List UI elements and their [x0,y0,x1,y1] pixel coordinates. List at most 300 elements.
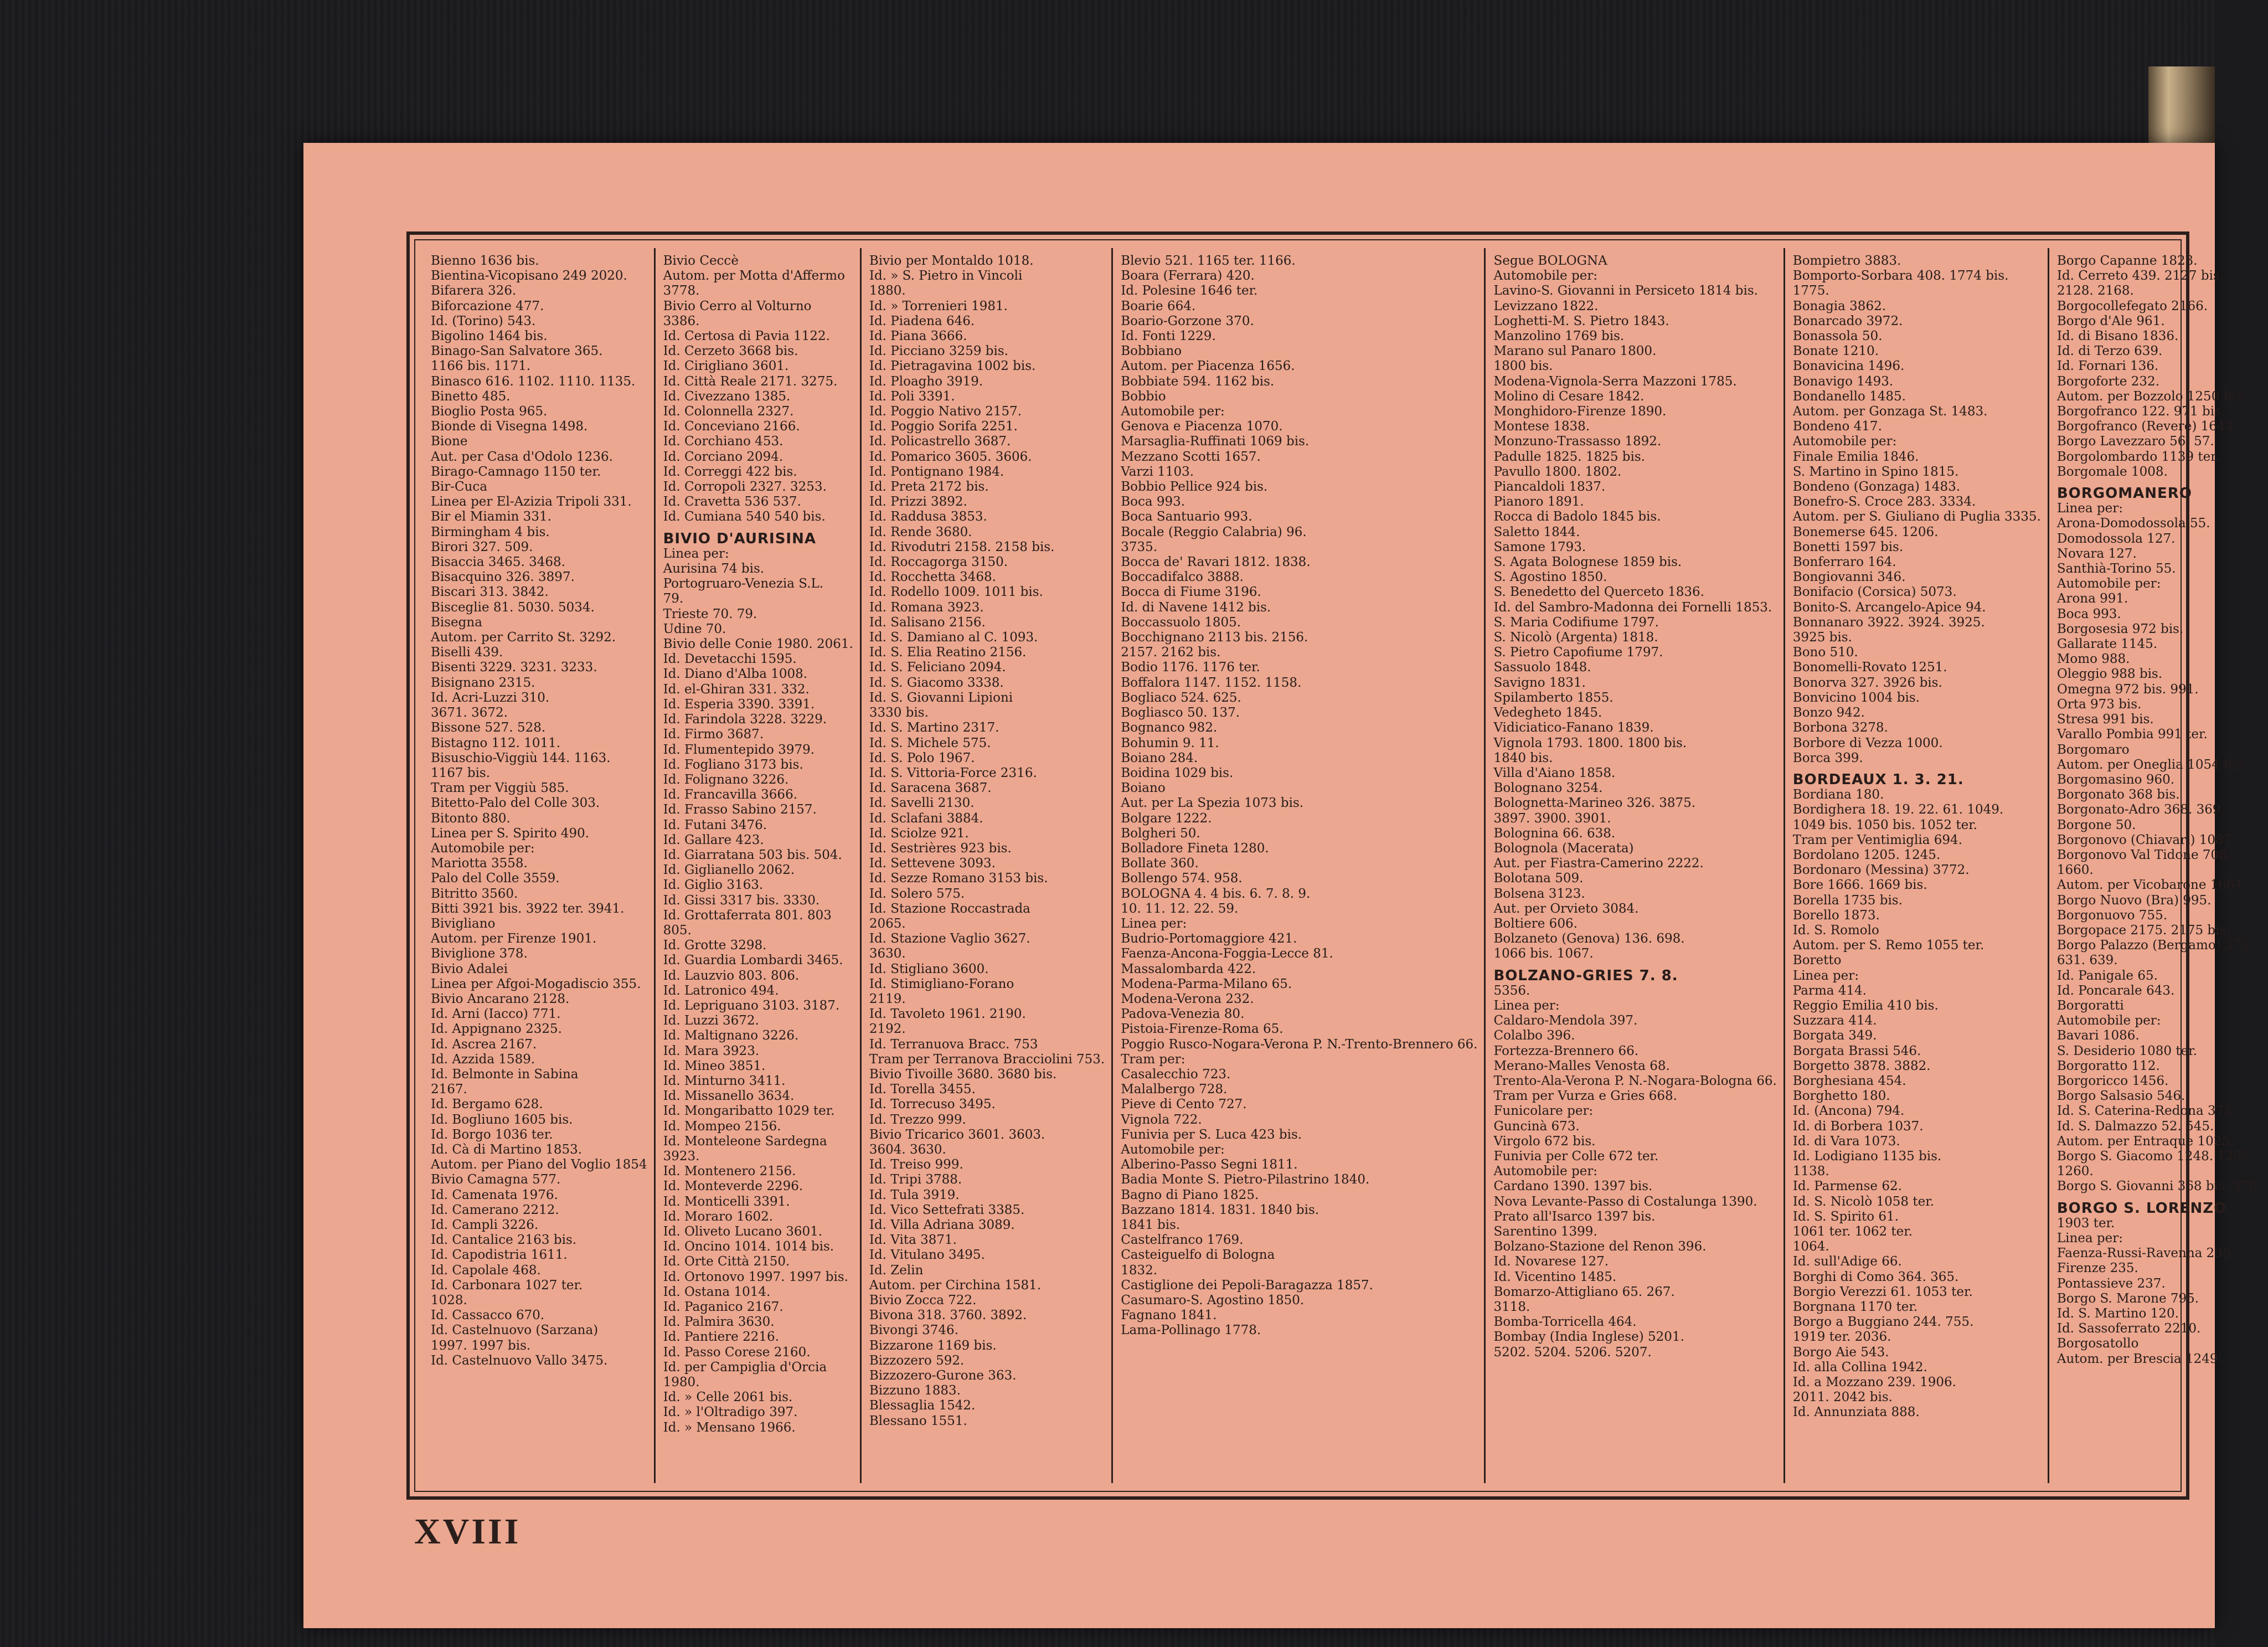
index-entry: Id. Capodistria 1611. [431,1248,568,1263]
index-entry: Id. S. Giovanni Lipioni [869,690,1013,705]
index-entry: Id. Parmense 62. [1792,1179,1902,1194]
index-entry: Bombay (India Inglese) 5201. [1493,1330,1684,1345]
index-entry: Id. » Mensano 1966. [663,1420,796,1435]
index-entry: Bivio per Montaldo 1018. [869,254,1034,268]
index-entry: Id. » Celle 2061 bis. [663,1390,793,1405]
index-entry: Id. Ostana 1014. [663,1284,771,1299]
section-heading: BOLZANO-GRIES 7. 8. [1493,967,1678,984]
index-entry: Id. di Terzo 639. [2056,344,2163,359]
index-entry: Boiano [1121,781,1166,796]
index-entry: Id. Ortonovo 1997. 1997 bis. [663,1269,848,1284]
index-entry: 1028. [431,1293,467,1308]
index-entry: Bomba-Torricella 464. [1493,1315,1637,1330]
index-entry: 2128. 2168. [2056,284,2134,298]
index-entry: Id. Poncarale 643. [2056,983,2175,998]
index-entry: Boccadifalco 3888. [1121,570,1244,585]
index-entry: 1049 bis. 1050 bis. 1052 ter. [1792,817,1977,832]
index-entry: 3671. 3672. [431,706,508,720]
index-entry: S. Desiderio 1080 ter. [2056,1043,2197,1058]
index-entry: Bivio Adalei [431,961,508,976]
index-entry: Borgetto 3878. 3882. [1792,1058,1931,1073]
index-entry: Id. Pietragavina 1002 bis. [869,359,1036,374]
index-entry: Automobile per: [1493,1164,1598,1179]
index-entry: Bollate 360. [1121,856,1199,871]
index-entry: Modena-Parma-Milano 65. [1121,976,1292,991]
index-entry: Bocca di Fiume 3196. [1121,585,1261,600]
index-entry: Poggio Rusco-Nogara-Verona P. N.-Trento-Brennero 66. [1121,1037,1478,1052]
index-entry: Id. Gallare 423. [663,832,764,847]
index-entry: Id. Bogliuno 1605 bis. [431,1112,573,1127]
index-entry: Id. Paganico 2167. [663,1300,784,1315]
index-entry: Id. Carbonara 1027 ter. [431,1278,583,1293]
index-entry: Id. S. Caterina-Redona 373. [2056,1104,2236,1119]
index-entry: Malalbergo 728. [1121,1082,1228,1097]
index-entry: Bisuschio-Viggiù 144. 1163. [431,750,611,765]
index-entry: Id. di Navene 1412 bis. [1121,600,1271,615]
index-entry: Omegna 972 bis. 991. [2056,682,2199,697]
index-entry: Linea per: [2056,1231,2123,1245]
index-entry: Id. Lauzvio 803. 806. [663,968,800,983]
index-entry: Piancaldoli 1837. [1493,480,1606,495]
index-entry: Id. Poli 3391. [869,389,955,404]
index-entry: Id. Settevene 3093. [869,856,996,871]
index-entry: Biforcazione 477. [431,298,544,313]
index-entry: Birago-Camnago 1150 ter. [431,464,601,479]
index-entry: Automobile per: [2056,577,2161,591]
index-entry: Blessano 1551. [869,1413,967,1428]
index-entry: Guncinà 673. [1493,1119,1580,1134]
index-column-5 [1486,248,1785,1483]
index-entry: Id. Pomarico 3605. 3606. [869,449,1032,464]
index-entry: Marano sul Panaro 1800. [1493,344,1657,359]
index-entry: Faenza-Russi-Ravenna 235. [2056,1246,2235,1261]
index-entry: Linea per: [1493,998,1560,1013]
index-entry: BOLOGNA 4. 4 bis. 6. 7. 8. 9. [1121,886,1311,901]
index-entry: Id. alla Collina 1942. [1792,1360,1927,1375]
index-entry: Id. Moraro 1602. [663,1209,774,1224]
index-entry: Linea per Afgoi-Mogadiscio 355. [431,976,641,991]
index-entry: Id. di Vara 1073. [1792,1134,1900,1149]
index-entry: Bolognola (Macerata) [1493,841,1634,856]
index-entry: Vignola 1793. 1800. 1800 bis. [1493,735,1687,750]
index-entry: Id. Rivodutri 2158. 2158 bis. [869,539,1055,554]
index-entry: Bonemerse 645. 1206. [1792,524,1939,539]
index-entry: Id. Cà di Martino 1853. [431,1142,583,1157]
index-entry: Aut. per Orvieto 3084. [1493,901,1639,916]
index-entry: Id. Roccagorga 3150. [869,555,1008,570]
index-entry: Id. Prizzi 3892. [869,495,967,509]
index-entry: Trento-Ala-Verona P. N.-Nogara-Bologna 66. [1493,1073,1777,1088]
index-entry: Autom. per Circhina 1581. [869,1278,1042,1293]
index-entry: Gallarate 1145. [2056,637,2158,652]
index-entry: Id. » Torrenieri 1981. [869,298,1008,313]
index-entry: Autom. per Oneglia 1054 bis. [2056,757,2247,772]
index-entry: Id. S. Martino 2317. [869,720,999,735]
index-entry: Orta 973 bis. [2056,697,2142,712]
index-entry: Aut. per La Spezia 1073 bis. [1121,796,1304,811]
index-entry: 2011. 2042 bis. [1792,1390,1893,1405]
index-entry: S. Nicolò (Argenta) 1818. [1493,630,1658,645]
index-entry: Id. Solero 575. [869,886,965,901]
index-entry: Id. per Campiglia d'Orcia [663,1360,827,1375]
index-entry: Bobbio [1121,389,1166,404]
page-number: XVIII [414,1511,521,1552]
index-entry: Id. S. Dalmazzo 52. 545. [2056,1119,2214,1134]
index-entry: Autom. per S. Giuliano di Puglia 3335. [1792,509,2041,524]
index-entry: Id. » S. Pietro in Vincoli [869,269,1023,284]
index-entry: 1880. [869,284,906,298]
index-entry: 3386. [663,313,700,328]
index-entry: Id. Vita 3871. [869,1233,957,1248]
index-entry: Id. Pontignano 1984. [869,464,1004,479]
index-entry: Id. Stigliano 3600. [869,961,989,976]
index-entry: Id. Luzzi 3672. [663,1013,759,1028]
index-entry: Id. Monteverde 2296. [663,1179,803,1194]
index-entry: Bocale (Reggio Calabria) 96. [1121,524,1307,539]
index-entry: 1064. [1792,1239,1829,1254]
index-entry: Id. Oncino 1014. 1014 bis. [663,1239,834,1254]
index-entry: Bono 510. [1792,645,1858,660]
index-entry: Bonetti 1597 bis. [1792,539,1904,554]
index-entry: Funivia per S. Luca 423 bis. [1121,1127,1302,1142]
index-entry: Id. Treiso 999. [869,1157,963,1172]
index-entry: Vignola 722. [1121,1112,1202,1127]
index-entry: Pavullo 1800. 1802. [1493,464,1622,479]
index-entry: Borgomale 1008. [2056,464,2168,479]
index-entry: Id. Esperia 3390. 3391. [663,697,815,712]
index-entry: Bivona 318. 3760. 3892. [869,1308,1027,1323]
index-entry: Id. Grottaferrata 801. 803 [663,908,832,923]
index-entry: Id. Corchiano 453. [663,434,784,449]
index-entry: Linea per: [1792,968,1859,983]
index-entry: S. Maria Codifiume 1797. [1493,615,1659,630]
index-entry: Id. (Torino) 543. [431,313,536,328]
index-entry: Bioglio Posta 965. [431,404,548,419]
index-entry: Id. Grotte 3298. [663,938,767,953]
index-entry: Id. S. Romolo [1792,923,1879,938]
index-entry: Bompietro 3883. [1792,254,1901,268]
index-entry: Alberino-Passo Segni 1811. [1121,1157,1298,1172]
index-entry: Reggio Emilia 410 bis. [1792,998,1939,1013]
index-entry: Id. Corciano 2094. [663,449,784,464]
index-entry: Bolsena 3123. [1493,886,1585,901]
index-entry: 79. [663,591,684,606]
index-entry: Prato all'Isarco 1397 bis. [1493,1209,1656,1224]
index-entry: Id. Giarratana 503 bis. 504. [663,847,842,862]
index-entry: Id. Campli 3226. [431,1218,539,1232]
index-entry: Boarie 664. [1121,298,1196,313]
index-entry: Autom. per Vicobarone 1664. [2056,878,2247,893]
index-entry: 2192. [869,1022,906,1037]
index-entry: 1066 bis. 1067. [1493,946,1594,961]
index-entry: 631. 639. [2056,953,2118,968]
index-entry: 2157. 2162 bis. [1121,645,1221,660]
index-entry: Id. Fornari 136. [2056,359,2159,374]
index-entry: Id. Romana 3923. [869,600,984,615]
index-entry: Bolotana 509. [1493,871,1584,886]
index-entry: Id. Villa Adriana 3089. [869,1218,1015,1232]
index-entry: Bobbiano [1121,344,1182,359]
index-entry: Samone 1793. [1493,539,1586,554]
index-entry: Borgocollefegato 2166. [2056,298,2208,313]
index-entry: Bonorva 327. 3926 bis. [1792,675,1942,690]
index-entry: Id. S. Elia Reatino 2156. [869,645,1027,660]
index-entry: Id. Poggio Nativo 2157. [869,404,1022,419]
index-entry: Borgo Capanne 1823. [2056,254,2198,268]
index-entry: Momo 988. [2056,652,2130,667]
index-entry: Borgoratto 112. [2056,1058,2160,1073]
index-entry: Suzzara 414. [1792,1013,1877,1028]
index-entry: Id. sull'Adige 66. [1792,1254,1902,1269]
index-entry: Id. Colonnella 2327. [663,404,794,419]
index-entry: 805. [663,923,692,938]
index-entry: Lavino-S. Giovanni in Persiceto 1814 bis. [1493,284,1758,298]
index-entry: Borgo S. Giacomo 1248. 1255. [2056,1149,2254,1164]
index-entry: 1980. [663,1375,700,1390]
index-entry: Tram per: [1121,1052,1185,1067]
index-entry: Autom. per Bozzolo 1250 bis. [2056,389,2246,404]
index-entry: Id. Sassoferrato 2210. [2056,1321,2201,1336]
index-entry: Biselli 439. [431,645,503,660]
index-entry: Bomarzo-Attigliano 65. 267. [1493,1284,1675,1299]
index-entry: Id. Lodigiano 1135 bis. [1792,1149,1942,1164]
index-entry: 1840 bis. [1493,750,1553,765]
index-entry: Badia Monte S. Pietro-Pilastrino 1840. [1121,1172,1370,1187]
index-entry: Id. S. Polo 1967. [869,750,975,765]
index-entry: Id. Arni (Iacco) 771. [431,1007,561,1022]
index-entry: Id. Tula 3919. [869,1187,960,1202]
index-entry: Finale Emilia 1846. [1792,449,1919,464]
index-entry: Oleggio 988 bis. [2056,667,2163,682]
index-entry: Bonzo 942. [1792,706,1865,720]
index-entry: Pontassieve 237. [2056,1276,2166,1291]
index-entry: Id. Novarese 127. [1493,1254,1609,1269]
index-entry: Bonnanaro 3922. 3924. 3925. [1792,615,1985,630]
index-entry: Id. Stazione Roccastrada [869,901,1030,916]
index-entry: Id. Corropoli 2327. 3253. [663,480,827,495]
index-entry: 1919 ter. 2036. [1792,1330,1891,1345]
index-entry: Id. Firmo 3687. [663,727,764,742]
index-entry: Bifarera 326. [431,284,517,298]
index-entry: Nova Levante-Passo di Costalunga 1390. [1493,1194,1757,1209]
index-entry: Id. Cerzeto 3668 bis. [663,344,798,359]
index-entry: Bolgheri 50. [1121,826,1200,841]
index-entry: Id. Sezze Romano 3153 bis. [869,871,1048,886]
index-entry: S. Benedetto del Querceto 1836. [1493,585,1704,600]
index-entry: Bonavicina 1496. [1792,359,1905,374]
index-entry: Bolzano-Stazione del Renon 396. [1493,1239,1707,1254]
index-entry: Id. el-Ghiran 331. 332. [663,682,810,697]
index-entry: Bolognano 3254. [1493,781,1603,796]
index-entry: Id. Conceviano 2166. [663,419,800,434]
index-entry: Funivia per Colle 672 ter. [1493,1149,1659,1164]
index-entry: Aurisina 74 bis. [663,562,765,577]
section-heading: BIVIO D'AURISINA [663,530,816,547]
index-entry: Id. Certosa di Pavia 1122. [663,329,830,344]
index-entry: Id. Correggi 422 bis. [663,464,797,479]
index-entry: Borgo Palazzo (Bergamo) 373. [2056,938,2254,953]
index-entry: Genova e Piacenza 1070. [1121,419,1283,434]
index-entry: Id. S. Giacomo 3338. [869,675,1004,690]
index-entry: Tram per Terranova Bracciolini 753. [869,1052,1105,1067]
index-entry: Borgonato-Adro 368. 369. [2056,802,2225,817]
index-entry: Id. Fogliano 3173 bis. [663,757,803,772]
index-entry: Bir el Miamin 331. [431,509,551,524]
index-entry: Mariotta 3558. [431,856,528,871]
index-entry: Bione [431,434,468,449]
index-entry: Borgonato 368 bis. [2056,788,2180,802]
index-entry: Boca Santuario 993. [1121,509,1252,524]
index-entry: S. Agostino 1850. [1493,570,1607,585]
index-entry: Bonvicino 1004 bis. [1792,690,1920,705]
index-entry: Bivio Camagna 577. [431,1172,561,1187]
index-entry: Bonferraro 164. [1792,555,1896,570]
index-entry: Pistoia-Firenze-Roma 65. [1121,1022,1284,1037]
index-entry: Borgo d'Ale 961. [2056,313,2165,328]
index-entry: Id. Cantalice 2163 bis. [431,1233,577,1248]
index-column-7 [2049,248,2268,1483]
index-frame-inner [414,239,2261,1492]
index-entry: Id. Farindola 3228. 3229. [663,712,827,727]
index-entry: Boretto [1792,953,1842,968]
index-entry: Modena-Verona 232. [1121,991,1254,1006]
index-entry: Id. Azzida 1589. [431,1052,535,1067]
index-entry: Varzi 1103. [1121,464,1194,479]
index-entry: Id. Terranuova Bracc. 753 [869,1037,1038,1052]
index-column-3 [862,248,1113,1483]
index-entry: Id. Panigale 65. [2056,968,2158,983]
index-entry: Borgo Lavezzaro 56. 57. [2056,434,2214,449]
index-entry: Linea per S. Spirito 490. [431,826,590,841]
index-entry: Bodio 1176. 1176 ter. [1121,660,1260,675]
index-entry: Borgoricco 1456. [2056,1073,2169,1088]
index-entry: Castelfranco 1769. [1121,1233,1244,1248]
index-entry: Automobile per: [431,841,535,856]
index-entry: Bonavigo 1493. [1792,374,1894,389]
index-entry: Firenze 235. [2056,1261,2138,1276]
index-entry: Vedegheto 1845. [1493,706,1602,720]
index-entry: 1832. [1121,1263,1158,1278]
index-entry: Aut. per Casa d'Odolo 1236. [431,449,613,464]
index-entry: Segue BOLOGNA [1493,254,1607,268]
index-entry: Id. Flumentepido 3979. [663,742,815,757]
index-entry: Id. S. Michele 575. [869,735,991,750]
index-entry: Rocca di Badolo 1845 bis. [1493,509,1661,524]
index-entry: Borgoforte 232. [2056,374,2159,389]
index-entry: Casalecchio 723. [1121,1067,1231,1082]
index-entry: Faenza-Ancona-Foggia-Lecce 81. [1121,946,1333,961]
index-entry: Autom. per Brescia 1249. [2056,1351,2222,1366]
index-entry: Id. Piana 3666. [869,329,967,344]
index-entry: Novara 127. [2056,546,2137,561]
index-entry: Id. Camenata 1976. [431,1187,558,1202]
index-entry: Id. Annunziata 888. [1792,1405,1920,1420]
index-entry: 1903 ter. [2056,1216,2115,1231]
index-entry: Autom. per Firenze 1901. [431,931,597,946]
index-entry: Id. (Ancona) 794. [1792,1104,1905,1119]
index-entry: Id. Vico Settefrati 3385. [869,1202,1025,1217]
index-entry: Bientina-Vicopisano 249 2020. [431,269,627,284]
index-entry: Trieste 70. 79. [663,606,757,621]
index-entry: Bizzozero-Gurone 363. [869,1368,1017,1383]
index-entry: Id. Cravetta 536 537. [663,495,801,509]
index-entry: Bazzano 1814. 1831. 1840 bis. [1121,1202,1319,1217]
index-entry: Bomporto-Sorbara 408. 1774 bis. [1792,269,2009,284]
index-entry: Boario-Gorzone 370. [1121,313,1254,328]
index-entry: Bolladore Fineta 1280. [1121,841,1269,856]
index-entry: Id. Devetacchi 1595. [663,652,797,667]
index-entry: 2167. [431,1082,467,1097]
index-entry: Id. Maltignano 3226. [663,1028,799,1043]
index-entry: Borgone 50. [2056,817,2136,832]
index-entry: Tram per Ventimiglia 694. [1792,832,1962,847]
index-entry: Bigolino 1464 bis. [431,329,548,344]
index-entry: Bongiovanni 346. [1792,570,1906,585]
index-entry: 1841 bis. [1121,1218,1181,1232]
index-entry: Linea per: [1121,916,1187,931]
index-entry: Id. del Sambro-Madonna dei Fornelli 1853. [1493,600,1772,615]
index-entry: Bolognina 66. 638. [1493,826,1616,841]
book-page [303,143,2261,1628]
index-entry: Id. Saracena 3687. [869,781,992,796]
index-entry: Birmingham 4 bis. [431,524,550,539]
index-entry: Bonate 1210. [1792,344,1879,359]
index-entry: Budrio-Portomaggiore 421. [1121,931,1297,946]
index-entry: Id. Missanello 3634. [663,1089,795,1104]
index-entry: Bonagia 3862. [1792,298,1886,313]
index-entry: Borgolombardo 1139 ter. [2056,449,2219,464]
index-entry: Id. Rodello 1009. 1011 bis. [869,585,1043,600]
index-entry: Bisegna [431,615,482,630]
index-entry: Id. S. Vittoria-Force 2316. [869,765,1037,780]
index-entry: Borgata 349. [1792,1028,1877,1043]
index-entry: Borgo Nuovo (Bra) 995. [2056,893,2212,908]
index-entry: 3630. [869,946,906,961]
index-entry: Id. di Borbera 1037. [1792,1119,1924,1134]
index-entry: 1166 bis. 1171. [431,359,531,374]
index-entry: Id. Stimigliano-Forano [869,976,1014,991]
index-entry: Bivio Cerro al Volturno [663,298,812,313]
index-entry: Id. Savelli 2130. [869,796,975,811]
index-entry: Id. Mongaribatto 1029 ter. [663,1104,835,1119]
index-entry: Id. Ascrea 2167. [431,1037,537,1052]
index-entry: 3118. [1493,1300,1530,1315]
index-entry: Casumaro-S. Agostino 1850. [1121,1293,1305,1308]
index-entry: Manzolino 1769 bis. [1493,329,1625,344]
index-entry: 1061 ter. 1062 ter. [1792,1224,1913,1239]
section-heading: BORGO S. LORENZO [2056,1200,2227,1217]
index-entry: Id. di Bisano 1836. [2056,329,2179,344]
index-entry: Bore 1666. 1669 bis. [1792,878,1927,893]
index-entry: Binago-San Salvatore 365. [431,344,603,359]
index-entry: Santhià-Torino 55. [2056,562,2176,577]
index-entry: Id. Acri-Luzzi 310. [431,690,550,705]
index-entry: Bivongi 3746. [869,1323,959,1338]
index-entry: Sassuolo 1848. [1493,660,1591,675]
index-entry: 5356. [1493,983,1530,998]
index-entry: Bocchignano 2113 bis. 2156. [1121,630,1308,645]
index-entry: Id. Belmonte in Sabina [431,1067,579,1082]
index-entry: Bollengo 574. 958. [1121,871,1243,886]
index-entry: Lama-Pollinago 1778. [1121,1323,1261,1338]
index-entry: Id. Fonti 1229. [1121,329,1216,344]
index-entry: Levizzano 1822. [1493,298,1599,313]
index-entry: Biscari 313. 3842. [431,585,549,600]
index-entry: Autom. per Carrito St. 3292. [431,630,616,645]
index-entry: Automobile per: [1121,404,1225,419]
index-entry: Borgofranco (Revere) 1644. [2056,419,2238,434]
index-entry: Bogliasco 50. 137. [1121,706,1240,720]
